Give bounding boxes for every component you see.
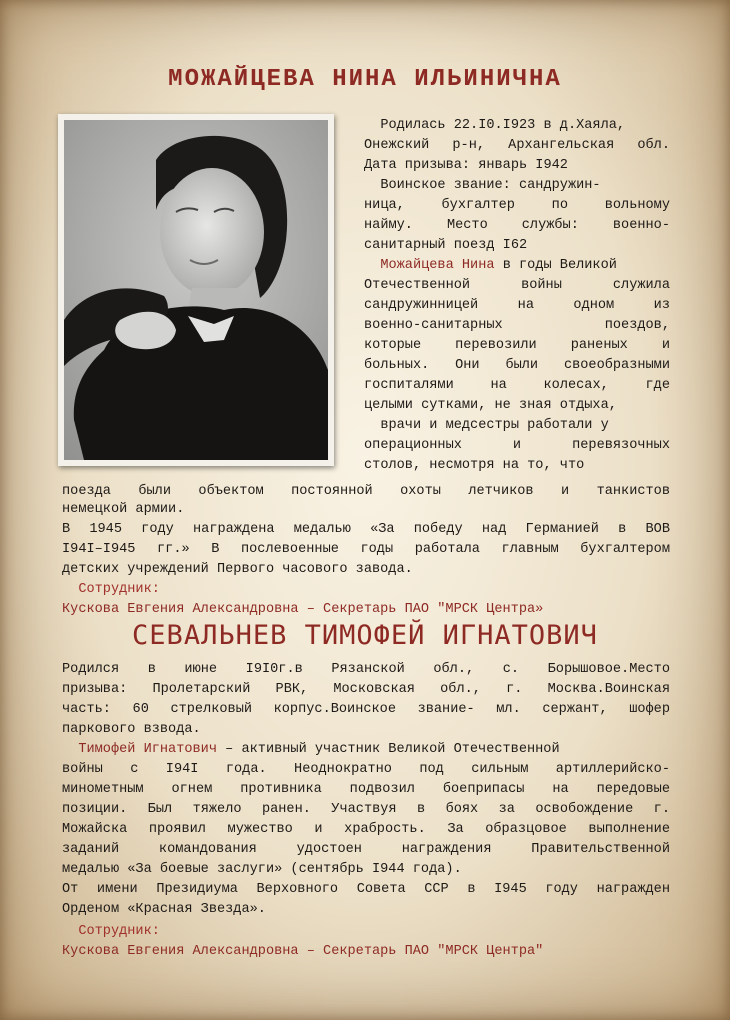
bio-line: медалью «За боевые заслуги» (сентябрь I944 года). <box>62 862 462 877</box>
bio-text: в годы Великой <box>494 258 617 273</box>
staff-label: Сотрудник: <box>62 924 160 939</box>
portrait-image <box>64 120 328 460</box>
bio-line-name <box>364 256 670 276</box>
bio-line: санитарный поезд I62 <box>364 238 528 253</box>
bio-text: – активный участник Великой Отечественной <box>217 742 560 757</box>
person2-name-highlight: Тимофей Игнатович <box>62 742 217 757</box>
bio-line: Родилась 22.I0.I923 в д.Хаяла, <box>364 118 626 133</box>
bio-line-name <box>62 740 670 760</box>
bio-line: войны с I94I года. Неоднократно под сильным артиллерийско- <box>62 762 670 777</box>
staff-name: Кускова Евгения Александровна – Секретарь ПАО "МРСК Центра» <box>62 602 544 617</box>
bio-line: От имени Президиума Верховного Совета ССР в I945 году награжден <box>62 882 670 897</box>
staff-name: Кускова Евгения Александровна – Секретарь ПАО "МРСК Центра" <box>62 944 544 959</box>
bio-line: сандружинницей на одном из <box>364 298 670 313</box>
bio-line: Родился в июне I9I0г.в Рязанской обл., с. Борышовое.Место <box>62 662 670 677</box>
bio-line: Дата призыва: январь I942 <box>364 158 568 173</box>
bio-line: немецкой армии. <box>62 502 185 517</box>
person1-title: МОЖАЙЦЕВА НИНА ИЛЬИНИЧНА <box>168 66 562 93</box>
bio-line: Орденом «Красная Звезда». <box>62 902 266 917</box>
bio-line: позиции. Был тяжело ранен. Участвуя в боях за освобождение г. <box>62 802 670 817</box>
bio-line: призыва: Пролетарский РВК, Московская обл., г. Москва.Воинская <box>62 682 670 697</box>
bio-line: целыми сутками, не зная отдыха, <box>364 398 617 413</box>
bio-line: паркового взвода. <box>62 722 201 737</box>
bio-line: столов, несмотря на то, что <box>364 458 585 473</box>
bio-line: госпиталями на колесах, где <box>364 378 670 393</box>
person1-name-highlight: Можайцева Нина <box>364 258 495 273</box>
staff-label: Сотрудник: <box>62 582 160 597</box>
bio-line: Онежский р-н, Архангельская обл. <box>364 138 670 153</box>
bio-line: военно-санитарных поездов, <box>364 318 670 333</box>
bio-line: поезда были объектом постоянной охоты летчиков и танкистов <box>62 484 670 499</box>
bio-line: найму. Место службы: военно- <box>364 218 670 233</box>
bio-line: операционных и перевязочных <box>364 438 670 453</box>
bio-line: которые перевозили раненых и <box>364 338 670 353</box>
bio-line: заданий командования удостоен награждения Правительственной <box>62 842 670 857</box>
person2-title: СЕВАЛЬНЕВ ТИМОФЕЙ ИГНАТОВИЧ <box>132 620 598 651</box>
bio-line: Отечественной войны служила <box>364 278 670 293</box>
person1-photo <box>58 114 334 466</box>
bio-line: Можайска проявил мужество и храбрость. За образцовое выполнение <box>62 822 670 837</box>
bio-line: Воинское звание: сандружин- <box>364 178 601 193</box>
bio-line: минометным огнем противника подвозил боеприпасы на передовые <box>62 782 670 797</box>
bio-line: часть: 60 стрелковый корпус.Воинское звание- мл. сержант, шофер <box>62 702 670 717</box>
bio-line: больных. Они были своеобразными <box>364 358 670 373</box>
bio-line: I94I–I945 гг.» В послевоенные годы работала главным бухгалтером <box>62 542 670 557</box>
bio-line: В 1945 году награждена медалью «За победу над Германией в ВОВ <box>62 522 670 537</box>
bio-line: врачи и медсестры работали у <box>364 418 609 433</box>
bio-line: детских учреждений Первого часового завода. <box>62 562 413 577</box>
bio-line: ница, бухгалтер по вольному <box>364 198 670 213</box>
